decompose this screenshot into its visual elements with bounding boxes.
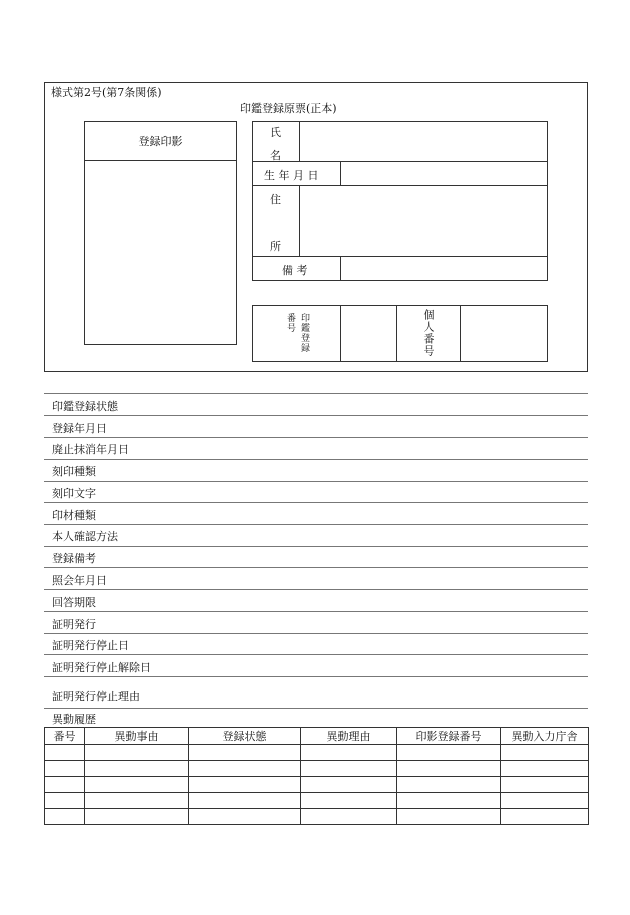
- record-field-line: [44, 654, 588, 655]
- address-label-2: 所: [270, 240, 281, 253]
- history-table: [44, 727, 589, 825]
- history-cell: [397, 777, 501, 793]
- record-field-label: 印鑑登録状態: [52, 400, 118, 413]
- record-field-line: [44, 589, 588, 590]
- record-field-label: 証明発行停止理由: [52, 690, 140, 703]
- history-col-event: 異動事由: [85, 728, 189, 745]
- history-row: [45, 777, 589, 793]
- record-field-line: [44, 708, 588, 709]
- record-field-line: [44, 481, 588, 482]
- record-field-label: 照会年月日: [52, 574, 107, 587]
- birthdate-label: 生 年 月 日: [264, 169, 319, 182]
- record-field-label: 回答期限: [52, 596, 96, 609]
- record-field-line: [44, 611, 588, 612]
- history-col-seal-number: 印影登録番号: [397, 728, 501, 745]
- address-divider: [299, 186, 300, 257]
- name-label-2: 名: [270, 149, 281, 162]
- numbers-divider-1: [340, 305, 341, 362]
- history-cell: [85, 809, 189, 825]
- history-cell: [45, 761, 85, 777]
- history-cell: [301, 809, 397, 825]
- history-cell: [501, 809, 589, 825]
- history-cell: [397, 809, 501, 825]
- personal-number-label: 個人番号: [422, 309, 435, 357]
- history-row: [45, 809, 589, 825]
- birthdate-divider: [340, 162, 341, 186]
- form-number: 様式第2号(第7条関係): [51, 86, 162, 99]
- history-cell: [45, 809, 85, 825]
- numbers-divider-3: [460, 305, 461, 362]
- history-col-number: 番号: [45, 728, 85, 745]
- remarks-divider: [340, 257, 341, 281]
- record-field-label: 証明発行停止日: [52, 639, 129, 652]
- history-col-reason: 異動理由: [301, 728, 397, 745]
- history-cell: [301, 761, 397, 777]
- record-field-label: 印材種類: [52, 509, 96, 522]
- history-cell: [501, 761, 589, 777]
- history-cell: [45, 793, 85, 809]
- seal-number-line-2: 番号: [285, 313, 295, 333]
- record-field-label: 本人確認方法: [52, 530, 118, 543]
- history-cell: [397, 793, 501, 809]
- seal-impression-header: [85, 122, 236, 161]
- record-field-label: 刻印文字: [52, 487, 96, 500]
- record-field-line: [44, 459, 588, 460]
- history-row: [45, 745, 589, 761]
- name-divider: [299, 122, 300, 162]
- history-col-office: 異動入力庁舎: [501, 728, 589, 745]
- record-field-line: [44, 502, 588, 503]
- history-row: [45, 793, 589, 809]
- record-field-line: [44, 546, 588, 547]
- seal-number-label: [284, 313, 310, 359]
- record-field-label: 証明発行: [52, 618, 96, 631]
- record-field-label: 廃止抹消年月日: [52, 443, 129, 456]
- record-field-line: [44, 415, 588, 416]
- history-row: [45, 761, 589, 777]
- numbers-divider-2: [396, 305, 397, 362]
- history-cell: [45, 777, 85, 793]
- history-header-row: [45, 728, 589, 745]
- address-label-1: 住: [270, 193, 281, 206]
- history-cell: [85, 761, 189, 777]
- record-field-line: [44, 524, 588, 525]
- history-cell: [301, 745, 397, 761]
- form-title: 印鑑登録原票(正本): [240, 102, 337, 115]
- record-field-label: 登録備考: [52, 552, 96, 565]
- history-cell: [189, 761, 301, 777]
- history-cell: [501, 745, 589, 761]
- history-cell: [45, 745, 85, 761]
- history-cell: [301, 793, 397, 809]
- record-field-label: 登録年月日: [52, 422, 107, 435]
- remarks-label: 備 考: [282, 264, 308, 277]
- history-cell: [301, 777, 397, 793]
- record-field-line: [44, 567, 588, 568]
- record-field-line: [44, 676, 588, 677]
- history-cell: [189, 777, 301, 793]
- seal-number-line-1: 印鑑登録: [299, 313, 309, 353]
- history-cell: [397, 745, 501, 761]
- record-field-label: 証明発行停止解除日: [52, 661, 151, 674]
- history-cell: [501, 793, 589, 809]
- history-cell: [397, 761, 501, 777]
- record-field-line: [44, 633, 588, 634]
- history-cell: [85, 745, 189, 761]
- address-row: [253, 186, 547, 257]
- seal-impression-label: 登録印影: [138, 135, 183, 148]
- history-cell: [189, 793, 301, 809]
- history-cell: [85, 793, 189, 809]
- record-field-line: [44, 437, 588, 438]
- record-field-label: 刻印種類: [52, 465, 96, 478]
- name-row: [253, 122, 547, 162]
- history-col-status: 登録状態: [189, 728, 301, 745]
- history-cell: [189, 809, 301, 825]
- history-cell: [189, 745, 301, 761]
- record-field-line: [44, 393, 588, 394]
- history-cell: [501, 777, 589, 793]
- history-title: 異動履歴: [52, 713, 96, 726]
- history-cell: [85, 777, 189, 793]
- name-label-1: 氏: [270, 126, 281, 139]
